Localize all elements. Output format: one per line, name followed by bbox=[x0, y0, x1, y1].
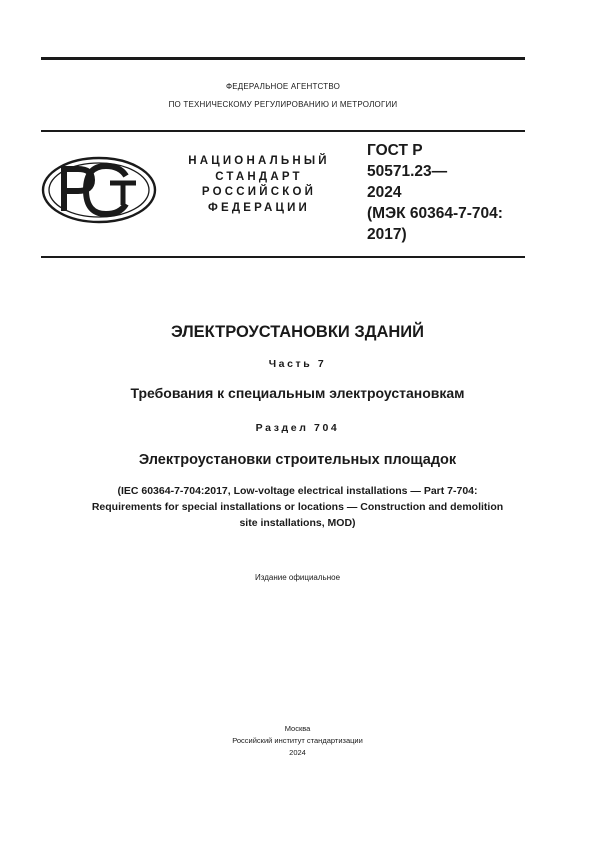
edition-label: Издание официальное bbox=[254, 573, 341, 582]
part-label: Часть 7 bbox=[268, 358, 327, 370]
bottom-rule bbox=[41, 256, 525, 258]
agency-name-line-1: ФЕДЕРАЛЬНОЕ АГЕНТСТВО bbox=[225, 82, 341, 91]
imprint-publisher: Российский институт стандартизации bbox=[232, 736, 363, 745]
middle-rule bbox=[41, 130, 525, 132]
designation-line-4: (МЭК 60364-7-704: bbox=[367, 205, 503, 222]
imprint bbox=[30, 723, 565, 759]
imprint-city: Москва bbox=[284, 724, 311, 733]
national-standard-line-3: РОССИЙСКОЙ bbox=[201, 186, 317, 198]
section-label: Раздел 704 bbox=[255, 422, 340, 434]
international-reference-line-3: site installations, MOD) bbox=[239, 517, 356, 529]
document-title: ЭЛЕКТРОУСТАНОВКИ ЗДАНИЙ bbox=[170, 323, 424, 341]
agency-name-line-2: ПО ТЕХНИЧЕСКОМУ РЕГУЛИРОВАНИЮ И МЕТРОЛОГИИ bbox=[168, 100, 398, 109]
part-subtitle: Требования к специальным электроустановкам bbox=[130, 385, 465, 401]
national-standard-label bbox=[170, 154, 348, 216]
national-standard-line-4: ФЕДЕРАЦИИ bbox=[207, 201, 311, 214]
standard-designation bbox=[367, 140, 527, 245]
top-rule bbox=[41, 57, 525, 60]
international-reference bbox=[30, 483, 565, 531]
national-standard-line-1: НАЦИОНАЛЬНЫЙ bbox=[188, 155, 330, 167]
designation-line-1: ГОСТ Р bbox=[367, 142, 423, 159]
designation-line-3: 2024 bbox=[367, 184, 402, 201]
international-reference-line-2: Requirements for special installations or locations — Construction and demolition bbox=[91, 501, 504, 513]
imprint-year: 2024 bbox=[289, 748, 306, 757]
designation-line-2: 50571.23— bbox=[367, 163, 448, 180]
international-reference-line-1: (IEC 60364-7-704:2017, Low-voltage electrical installations — Part 7-704: bbox=[117, 485, 478, 497]
national-standard-line-2: СТАНДАРТ bbox=[215, 170, 303, 183]
designation-line-5: 2017) bbox=[367, 226, 407, 243]
rst-mark-icon bbox=[40, 155, 158, 225]
section-subject: Электроустановки строительных площадок bbox=[138, 452, 457, 468]
